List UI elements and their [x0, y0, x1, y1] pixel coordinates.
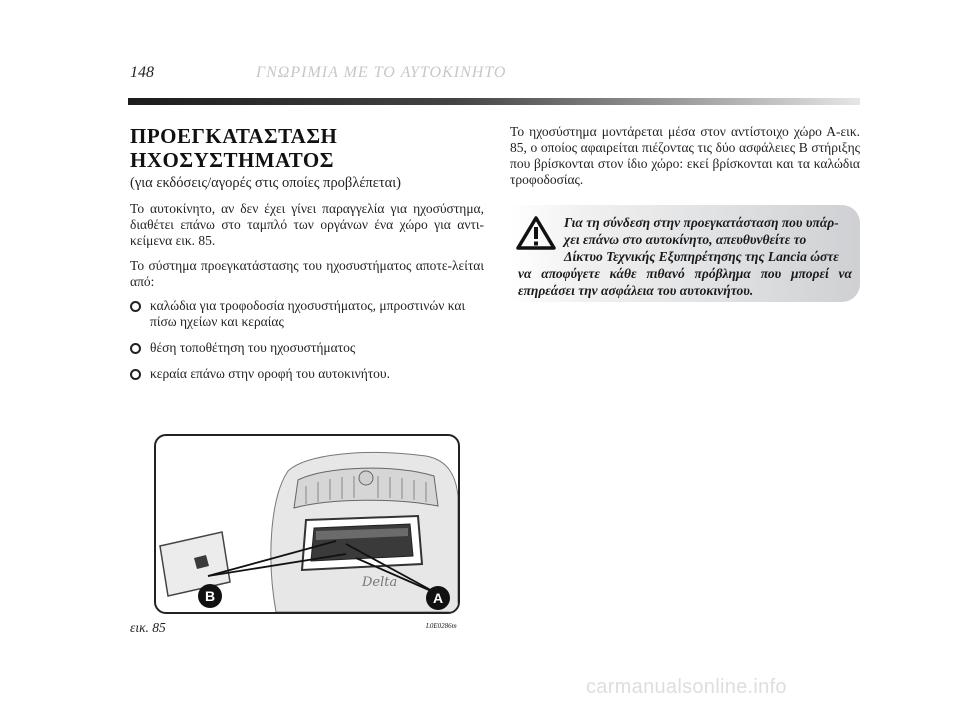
list-item-text: καλώδια για τροφοδοσία ηχοσυστήματος, μπροστινών και πίσω ηχείων και κεραίας: [150, 298, 466, 329]
list-item: [130, 340, 484, 356]
list-item: [130, 298, 484, 330]
mounting-paragraph: Το ηχοσύστημα μοντάρεται μέσα στον αντίστοιχο χώρο Α-εικ. 85, ο οποίος αφαιρείται πιέζοντας τις δύο ασφάλειες Β στήριξης που βρίσκονται στον ίδιο χώρο: εκεί βρίσκονται και τα καλώδια τροφοδοσίας.: [510, 124, 860, 187]
section-title-line1: ΠΡΟΕΓΚΑΤΑΣΤΑΣΗ: [130, 124, 338, 148]
callout-b: [198, 584, 222, 608]
callout-a-label: A: [432, 590, 444, 606]
section-subtitle: (για εκδόσεις/αγορές στις οποίες προβλέπεται): [130, 175, 401, 191]
list-item-text: κεραία επάνω στην οροφή του αυτοκινήτου.: [150, 366, 390, 381]
right-column: [510, 124, 860, 188]
components-paragraph: Το σύστημα προεγκατάστασης του ηχοσυστήματος αποτε-λείται από:: [130, 258, 484, 289]
header-rule: [128, 98, 860, 105]
bullet-circle-icon: [130, 343, 141, 354]
running-title: ΓΝΩΡΙΜΙΑ ΜΕ ΤΟ ΑΥΤΟΚΙΝΗΤΟ: [256, 64, 507, 81]
warning-line: Για τη σύνδεση στην προεγκατάσταση που υπάρ-: [564, 215, 839, 230]
intro-paragraph: Το αυτοκίνητο, αν δεν έχει γίνει παραγγελία για ηχοσύστημα, διαθέτει επάνω στο ταμπλό των οργάνων ένα χώρο για αντι-κείμενα εικ. 85.: [130, 201, 484, 248]
section-title-line2: ΗΧΟΣΥΣΤΗΜΑΤΟΣ: [130, 148, 334, 172]
list-item: [130, 366, 484, 382]
warning-line: Δίκτυο Τεχνικής Εξυπηρέτησης της Lancia ώστε: [564, 249, 839, 264]
figure-85: [154, 434, 460, 614]
delta-badge: Delta: [362, 575, 398, 590]
warning-text: [518, 214, 852, 299]
figure-caption: εικ. 85: [130, 620, 166, 635]
list-item-text: θέση τοποθέτηση του ηχοσυστήματος: [150, 340, 356, 355]
left-column: [130, 124, 484, 392]
side-panel: [160, 532, 230, 596]
callout-a: [426, 586, 450, 610]
warning-line: να αποφύγετε κάθε πιθανό πρόβλημα που μπορεί να επηρεάσει την ασφάλεια του αυτοκινήτου.: [518, 266, 852, 298]
warning-line: χει επάνω στο αυτοκίνητο, απευθυνθείτε το: [564, 232, 807, 247]
storage-compartment: [302, 516, 422, 570]
watermark: carmanualsonline.info: [586, 676, 787, 698]
components-list: [130, 298, 484, 382]
callout-b-label: B: [204, 588, 216, 604]
bullet-circle-icon: [130, 301, 141, 312]
dashboard-illustration: [156, 436, 458, 612]
bullet-circle-icon: [130, 369, 141, 380]
page-number: 148: [130, 64, 154, 81]
figure-code: L0E0286m: [426, 622, 457, 630]
